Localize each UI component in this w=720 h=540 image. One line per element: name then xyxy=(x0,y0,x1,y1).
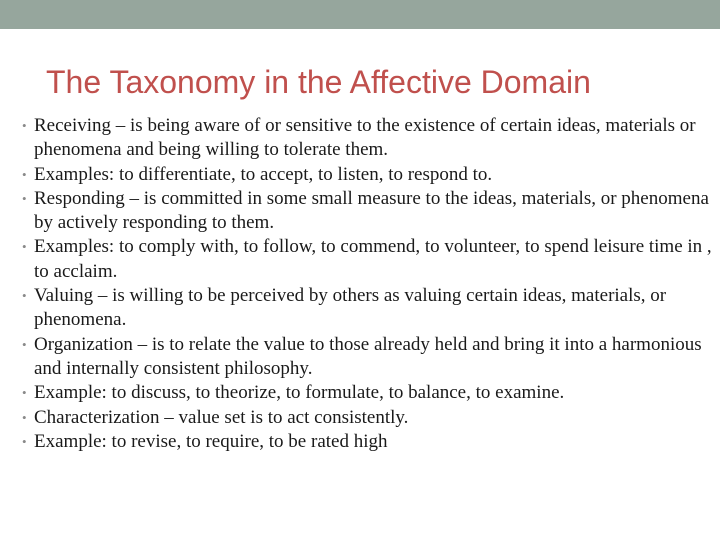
bullet-dot-icon: • xyxy=(22,336,27,352)
bullet-dot-icon: • xyxy=(22,385,27,401)
bullet-item xyxy=(22,235,712,284)
bullet-text: Example: to discuss, to theorize, to formulate, to balance, to examine. xyxy=(34,382,565,404)
top-accent-band xyxy=(0,0,720,29)
bullet-dot-icon: • xyxy=(22,288,27,304)
bullet-item xyxy=(22,187,712,236)
bullet-item xyxy=(22,406,712,430)
bullet-text: Example: to revise, to require, to be rated high xyxy=(34,430,388,452)
bullet-dot-icon: • xyxy=(22,118,27,133)
bullet-text: Responding – is committed in some small measure to the ideas, materials, or phenomena by actively responding to them. xyxy=(34,187,709,234)
bullet-text: Examples: to differentiate, to accept, to listen, to respond to. xyxy=(34,163,493,185)
bullet-text: Organization – is to relate the value to those already held and bring it into a harmonious and internally consistent philosophy. xyxy=(34,333,702,379)
bullet-dot-icon: • xyxy=(22,239,27,255)
bullet-text: Examples: to comply with, to follow, to commend, to volunteer, to spend leisure time in , to acclaim. xyxy=(34,236,712,282)
bullet-item xyxy=(22,163,712,187)
bullet-text: Valuing – is willing to be perceived by others as valuing certain ideas, materials, or phenomena. xyxy=(34,285,667,331)
bullet-text: Characterization – value set is to act consistently. xyxy=(34,406,409,428)
bullet-item xyxy=(22,114,712,163)
bullet-item xyxy=(22,430,712,454)
slide-title: The Taxonomy in the Affective Domain xyxy=(46,64,591,100)
bullet-dot-icon: • xyxy=(22,166,27,182)
bullet-list xyxy=(22,114,712,454)
bullet-dot-icon: • xyxy=(22,190,27,206)
bullet-text: Receiving – is being aware of or sensitive to the existence of certain ideas, materials or phenomena and being willing to tolerate them. xyxy=(34,115,696,161)
bullet-item xyxy=(22,284,712,333)
bullet-dot-icon: • xyxy=(22,433,27,449)
bullet-item xyxy=(22,333,712,382)
bullet-dot-icon: • xyxy=(22,409,27,425)
bullet-item xyxy=(22,381,712,405)
